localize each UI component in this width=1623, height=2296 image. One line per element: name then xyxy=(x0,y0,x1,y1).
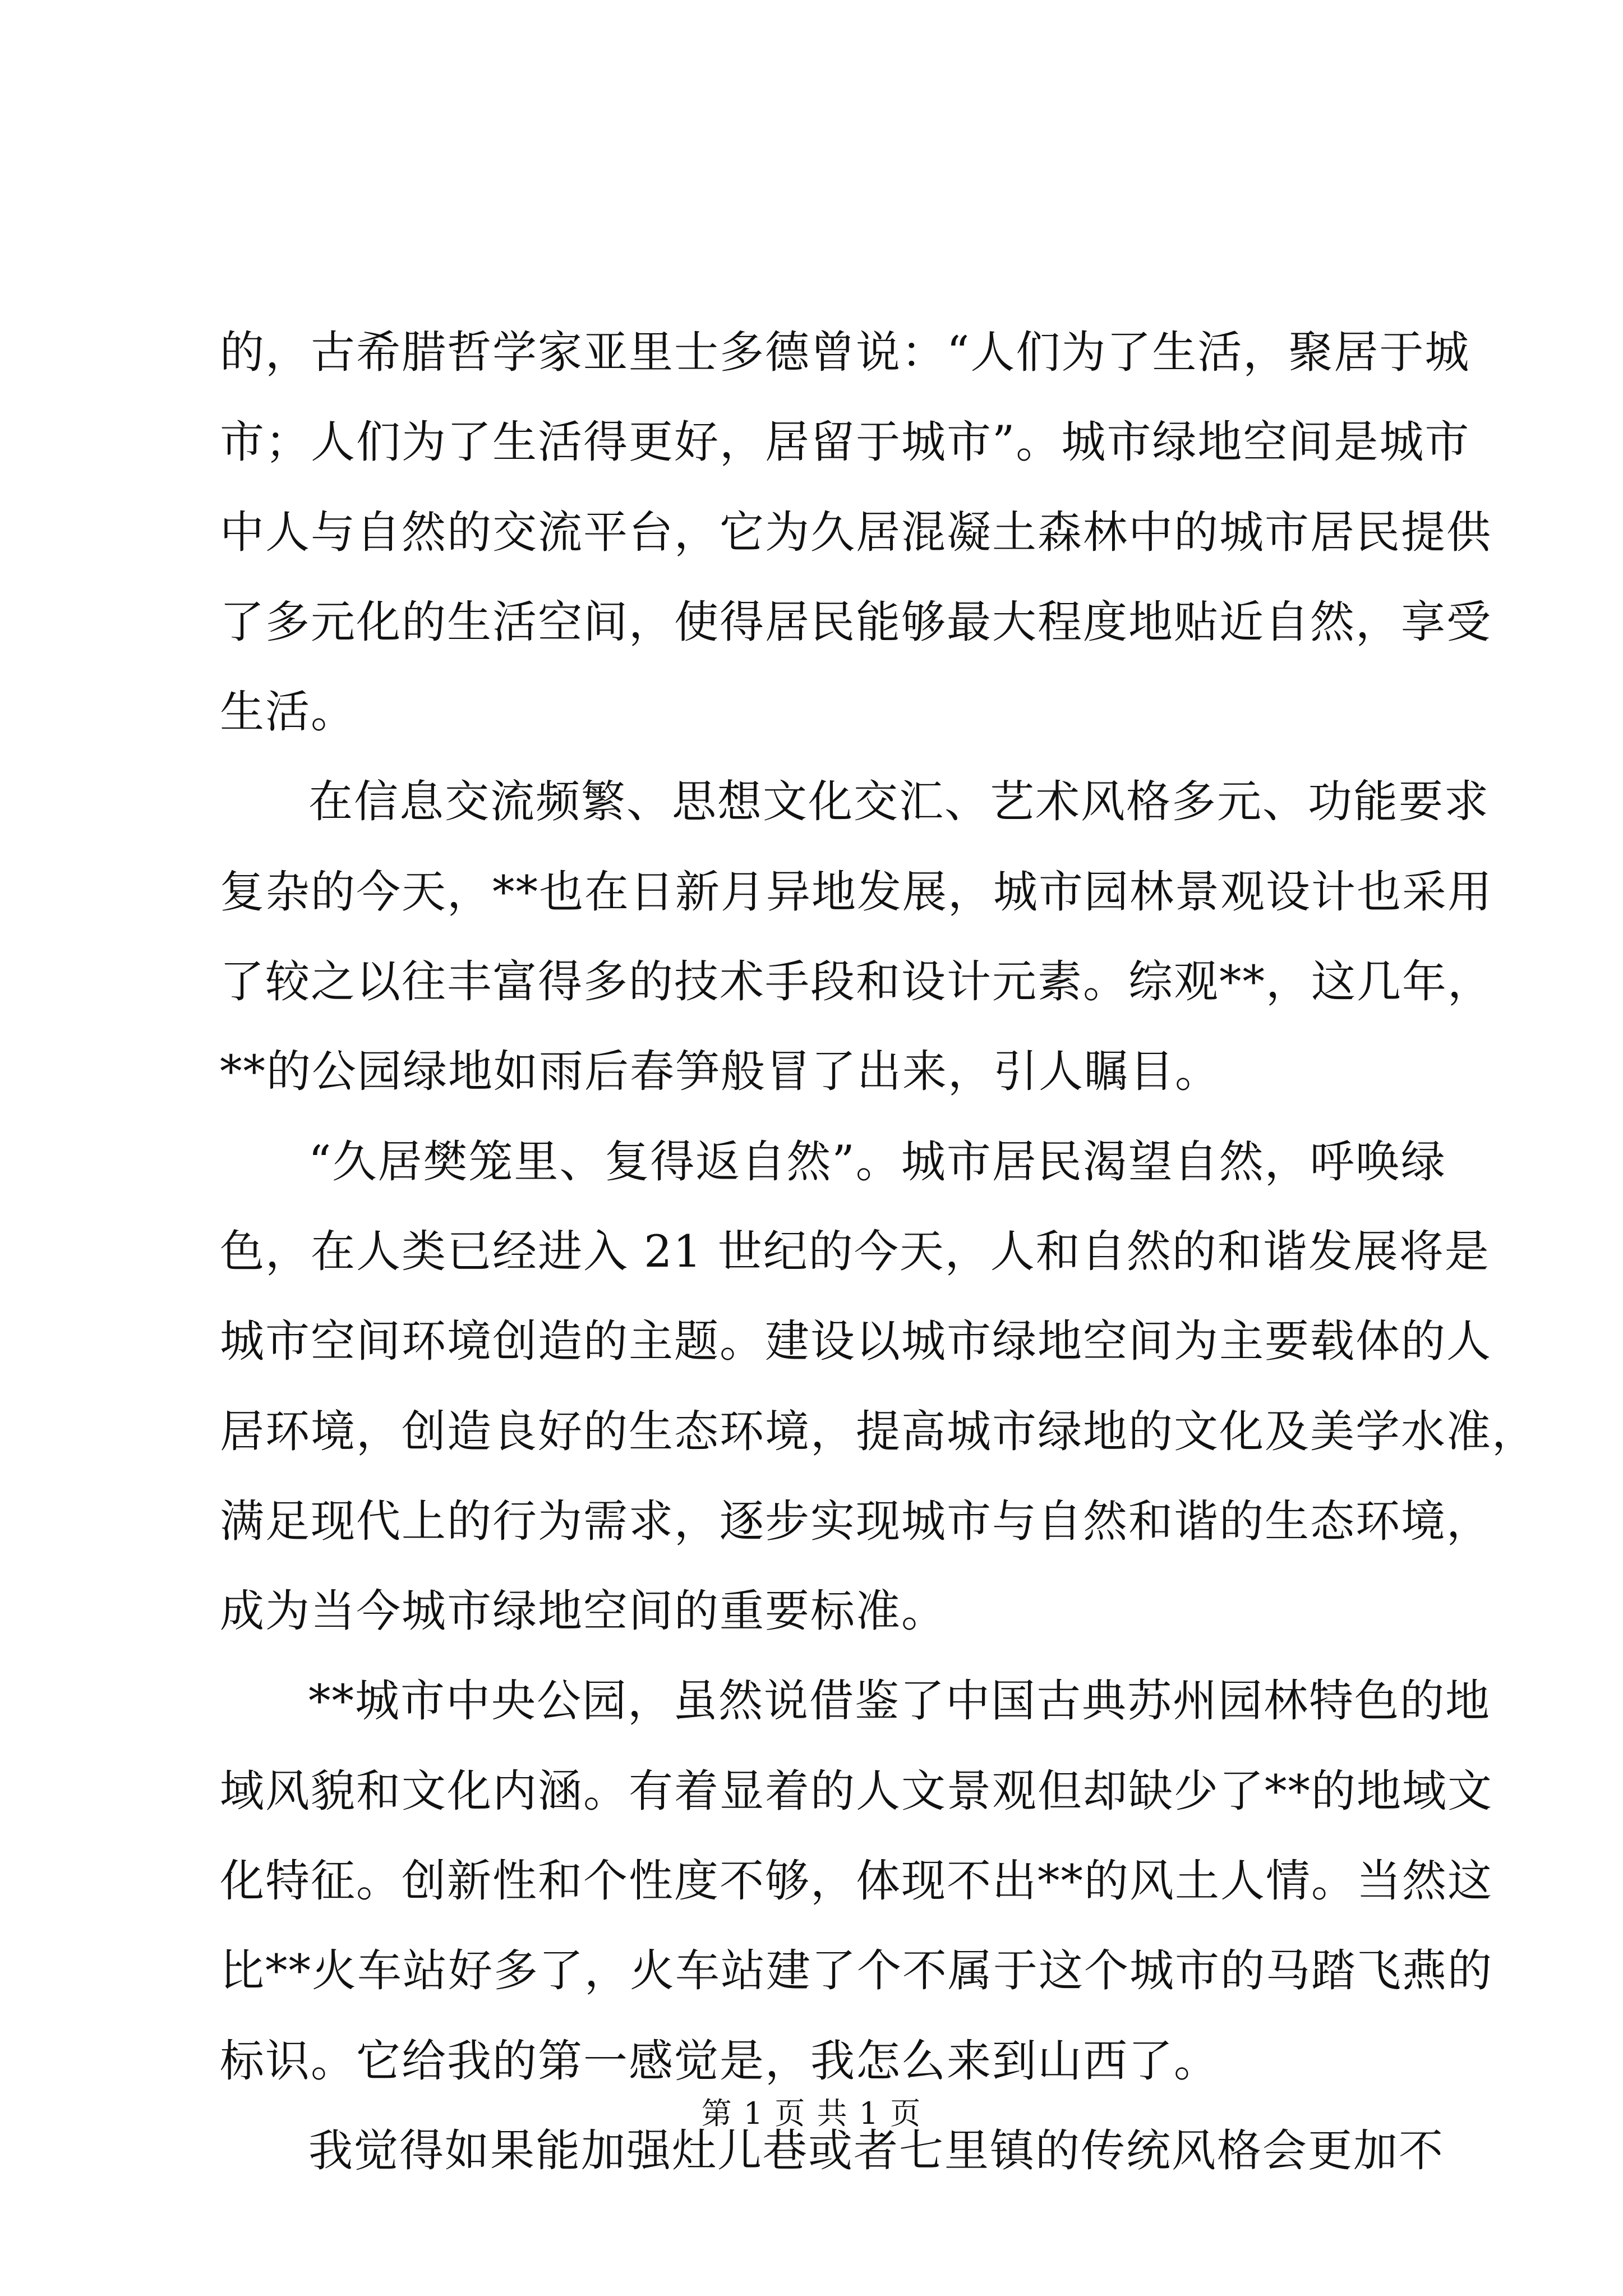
paragraph-first-line: **城市中央公园，虽然说借鉴了中国古典苏州园林特色的地 xyxy=(308,1675,1491,1727)
page-footer: 第 1 页 共 1 页 xyxy=(701,2096,922,2131)
text-line: 标识。它给我的第一感觉是，我怎么来到山西了。 xyxy=(220,2035,1219,2087)
text-line: 色，在人类已经进入 21 世纪的今天，人和自然的和谐发展将是 xyxy=(220,1225,1490,1277)
text-line: 居环境，创造良好的生态环境，提高城市绿地的文化及美学水准， xyxy=(220,1405,1537,1457)
text-line: 比**火车站好多了，火车站建了个不属于这个城市的马踏飞燕的 xyxy=(220,1945,1493,1997)
paragraph-first-line: 在信息交流频繁、思想文化交汇、艺术风格多元、功能要求 xyxy=(308,776,1490,828)
text-line: **的公园绿地如雨后春笋般冒了出来，引人瞩目。 xyxy=(220,1046,1220,1098)
document-body xyxy=(220,307,1537,2196)
text-line: 复杂的今天，**也在日新月异地发展，城市园林景观设计也采用 xyxy=(220,866,1493,918)
paragraph-first-line: “久居樊笼里、复得返自然”。城市居民渴望自然，呼唤绿 xyxy=(308,1135,1446,1188)
text-line: 化特征。创新性和个性度不够，体现不出**的风土人情。当然这 xyxy=(220,1855,1493,1907)
paragraph-first-line: 我觉得如果能加强灶儿巷或者七里镇的传统风格会更加不 xyxy=(308,2124,1444,2177)
text-line: 的，古希腊哲学家亚里士多德曾说：“人们为了生活，聚居于城 xyxy=(220,326,1470,378)
text-line: 生活。 xyxy=(220,686,356,738)
text-line: 满足现代上的行为需求，逐步实现城市与自然和谐的生态环境， xyxy=(220,1495,1492,1547)
text-line: 市；人们为了生活得更好，居留于城市”。城市绿地空间是城市 xyxy=(220,416,1470,468)
text-line: 成为当今城市绿地空间的重要标准。 xyxy=(220,1585,947,1637)
text-line: 中人与自然的交流平台，它为久居混凝土森林中的城市居民提供 xyxy=(220,506,1492,558)
text-line: 了多元化的生活空间，使得居民能够最大程度地贴近自然，享受 xyxy=(220,596,1492,648)
text-line: 了较之以往丰富得多的技术手段和设计元素。综观**，这几年， xyxy=(220,956,1493,1008)
text-line: 城市空间环境创造的主题。建设以城市绿地空间为主要载体的人 xyxy=(220,1315,1492,1368)
text-line: 域风貌和文化内涵。有着显着的人文景观但却缺少了**的地域文 xyxy=(220,1765,1493,1817)
